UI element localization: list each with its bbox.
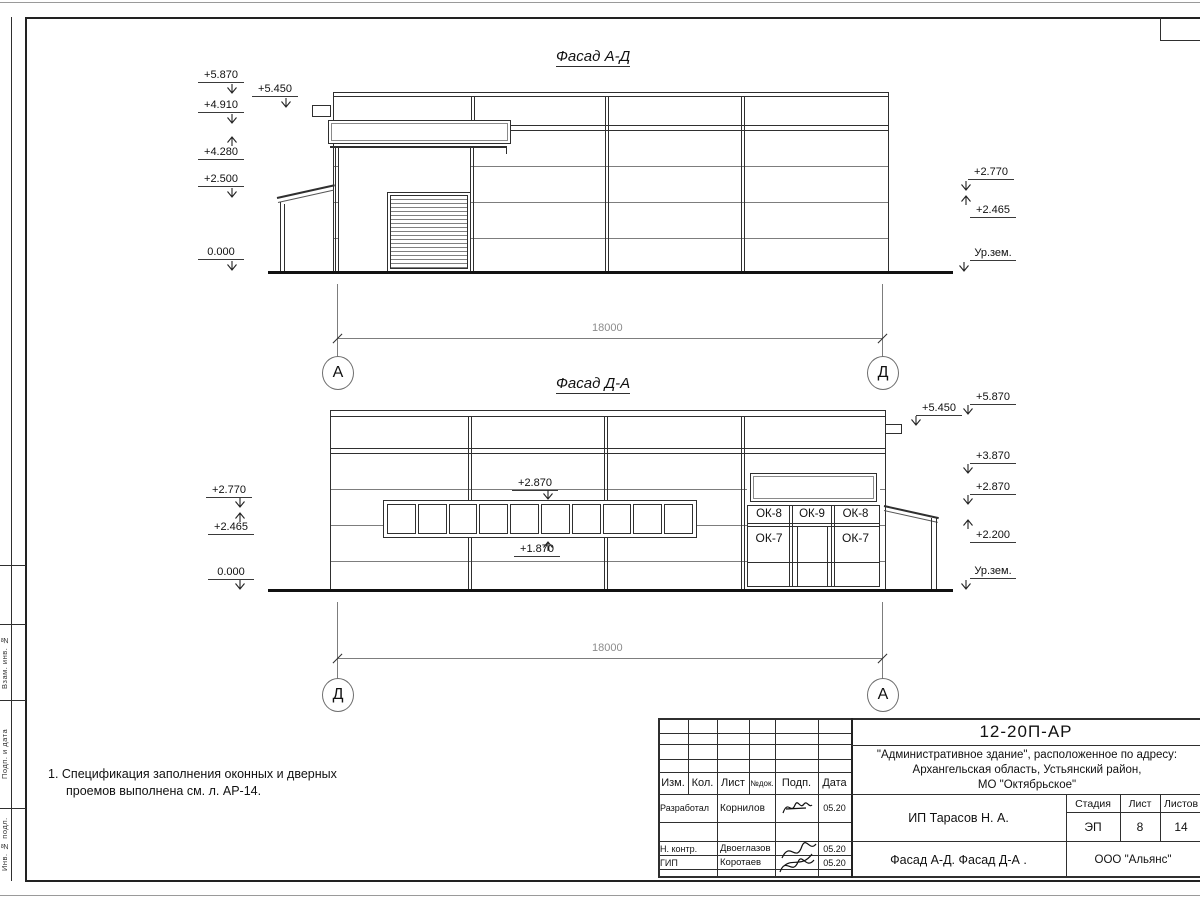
elevation-mark: Ур.зем. (970, 565, 1016, 579)
bay-post (741, 416, 745, 590)
leanto-post (284, 204, 285, 271)
window-pane (572, 504, 601, 534)
axis-bubble: Д (322, 678, 354, 712)
ribbon-window (383, 500, 697, 538)
window-pane (510, 504, 539, 534)
tb-line (658, 759, 851, 760)
tb-role: ГИП (660, 857, 678, 868)
copy-box-left (1160, 17, 1161, 41)
elevation-arrow-down-icon (226, 114, 238, 126)
leanto-post (936, 518, 937, 590)
elevation-mark: +2.465 (208, 521, 254, 535)
tb-client: ИП Тарасов Н. А. (908, 811, 1009, 825)
signband-inner (753, 476, 874, 499)
elevation-mark: Ур.зем. (970, 247, 1016, 261)
bay-post (605, 96, 609, 272)
parapet-line (333, 96, 889, 97)
tb-header-kol: Кол. (691, 777, 714, 789)
storefront-transom (747, 562, 880, 563)
tb-line (851, 745, 1200, 746)
elevation-arrow-down-icon (542, 490, 554, 502)
tb-role: Н. контр. (660, 843, 698, 854)
strip-label-inv: Инв. № подл. (0, 817, 9, 872)
elevation-arrow-down-icon (234, 580, 246, 592)
elevation-mark: +4.280 (198, 146, 244, 160)
storefront-transom (747, 523, 880, 524)
ribbon-panes (387, 504, 693, 534)
elevation-mark: +5.870 (970, 391, 1016, 405)
tb-line (658, 733, 851, 734)
elevation-arrow-down-icon (958, 262, 970, 274)
tb-line (717, 718, 718, 878)
frame-border-top (25, 17, 1200, 19)
elevation-mark: +1.870 (514, 543, 560, 557)
tb-sheets-header: Листов (1163, 797, 1199, 810)
tb-name: Корнилов (720, 802, 765, 814)
elevation-mark: +2.770 (206, 484, 252, 498)
elevation-mark: 0.000 (198, 246, 244, 260)
note-line-2: проемов выполнена см. л. АР-14. (66, 784, 262, 798)
window-pane (633, 504, 662, 534)
tb-date: 05.20 (823, 803, 846, 813)
tb-project-line2: Архангельская область, Устьянский район, (912, 764, 1142, 776)
bay-post (741, 96, 745, 272)
signboard-inner (331, 123, 508, 141)
tb-name: Коротаев (720, 857, 762, 868)
tb-date: 05.20 (823, 857, 846, 868)
storefront-signband (750, 473, 877, 502)
tb-line (658, 822, 851, 823)
axis-bubble: Д (867, 356, 899, 390)
window-label-ok8b: ОК-8 (842, 508, 869, 520)
extension-line (882, 602, 883, 680)
elevation-mark: +2.465 (970, 204, 1016, 218)
strip-divider (0, 624, 26, 625)
portal-post (335, 147, 339, 272)
tb-header-data: Дата (822, 777, 847, 789)
elevation-arrow-down-icon (280, 98, 292, 110)
axis-bubble: А (867, 678, 899, 712)
tb-role: Разработал (660, 803, 709, 813)
strip-divider (0, 700, 26, 701)
elevation-mark: +3.870 (970, 450, 1016, 464)
elevation-mark: +4.910 (198, 99, 244, 113)
extension-line (337, 602, 338, 680)
tb-header-podp: Подп. (781, 777, 812, 789)
tb-line (658, 744, 851, 745)
window-label-ok7b: ОК-7 (842, 531, 869, 545)
frame-border-left (25, 17, 27, 882)
window-pane (541, 504, 570, 534)
elevation-mark: +2.870 (512, 477, 558, 491)
leanto-post (931, 518, 932, 590)
tb-header-izm: Изм. (661, 777, 685, 789)
elevation-mark: +2.770 (968, 166, 1014, 180)
elevation-arrow-down-icon (960, 181, 972, 193)
tb-org: ООО "Альянс" (1094, 853, 1172, 866)
elevation-arrow-down-icon (960, 580, 972, 592)
sheet-edge-bottom (0, 895, 1200, 896)
leanto-post (280, 202, 281, 271)
facade-da-title: Фасад Д-А (556, 375, 631, 392)
tb-project-line3: МО "Октябрьское" (977, 779, 1077, 791)
tb-project-line1: "Административное здание", расположенное по адресу: (876, 749, 1178, 761)
elevation-arrow-down-icon (226, 188, 238, 200)
elevation-arrow-up-icon (226, 134, 238, 146)
elevation-mark: +5.450 (252, 83, 298, 97)
window-pane (603, 504, 632, 534)
tb-stage-header: Стадия (1075, 797, 1111, 810)
facade-ad-title: Фасад А-Д (556, 48, 631, 65)
note-line-1: 1. Спецификация заполнения оконных и дверных (48, 767, 337, 781)
elevation-arrow-up-icon (962, 517, 974, 529)
elevation-mark: +2.500 (198, 173, 244, 187)
tb-sheet-value: 8 (1136, 819, 1144, 834)
tb-header-ndok: №док. (750, 778, 774, 788)
roller-door-slats (390, 195, 468, 269)
elevation-arrow-down-icon (226, 84, 238, 96)
window-pane (664, 504, 693, 534)
signature (780, 796, 814, 818)
tb-sheet-header: Лист (1128, 797, 1152, 810)
roof-pipe (885, 424, 902, 434)
strip-label-podp: Подп. и дата (0, 728, 9, 780)
drawing-note (48, 766, 337, 800)
strip-label-vzam: Взам. инв. № (0, 635, 9, 689)
dimension-line (337, 658, 883, 659)
signature-large (776, 838, 818, 878)
parapet-bottom2 (330, 453, 886, 454)
elevation-mark: +5.870 (198, 69, 244, 83)
window-pane (479, 504, 508, 534)
extension-line (337, 284, 338, 358)
strip-divider (0, 808, 26, 809)
parapet-bottom (330, 448, 886, 449)
tb-sheet-title: Фасад А-Д. Фасад Д-А . (890, 852, 1027, 867)
tb-header-list: Лист (721, 777, 745, 789)
tb-sheets-value: 14 (1174, 819, 1188, 834)
tb-date: 05.20 (823, 843, 846, 854)
elevation-arrow-down-icon (962, 464, 974, 476)
dimension-text: 18000 (592, 322, 623, 334)
tb-doc-number: 12-20П-АР (979, 722, 1073, 741)
roller-door (387, 192, 471, 272)
elevation-arrow-down-icon (226, 261, 238, 273)
canopy-line (330, 146, 507, 148)
dimension-text: 18000 (592, 642, 623, 654)
window-pane (418, 504, 447, 534)
axis-bubble: А (322, 356, 354, 390)
elevation-arrow-down-icon (234, 498, 246, 510)
ground-line (268, 589, 953, 592)
frame-strip-line (11, 17, 12, 881)
storefront-transom (747, 526, 880, 527)
strip-divider (0, 565, 26, 566)
sheet-edge-top (0, 2, 1200, 3)
elevation-mark: +5.450 (916, 402, 962, 416)
window-label-ok9: ОК-9 (799, 508, 825, 520)
dimension-line (337, 338, 883, 339)
elevation-arrow-down-icon (910, 416, 922, 428)
tb-line (658, 869, 851, 870)
ground-line (268, 271, 953, 274)
tb-stage-value: ЭП (1084, 819, 1102, 834)
copy-box-bottom (1160, 40, 1200, 41)
door-frame-line (797, 526, 798, 587)
frame-border-bottom (25, 880, 1200, 882)
extension-line (882, 284, 883, 358)
roof-pipe (312, 105, 331, 117)
elevation-mark: 0.000 (208, 566, 254, 580)
door-frame-line (827, 526, 828, 587)
window-pane (387, 504, 416, 534)
window-label-ok8: ОК-8 (756, 508, 782, 520)
elevation-mark: +2.200 (970, 529, 1016, 543)
window-pane (449, 504, 478, 534)
window-label-ok7: ОК-7 (755, 531, 783, 545)
elevation-arrow-down-icon (962, 495, 974, 507)
parapet-line (330, 416, 886, 417)
elevation-mark: +2.870 (970, 481, 1016, 495)
canopy-bracket (506, 146, 507, 154)
tb-name: Двоеглазов (720, 843, 771, 854)
elevation-arrow-down-icon (962, 405, 974, 417)
